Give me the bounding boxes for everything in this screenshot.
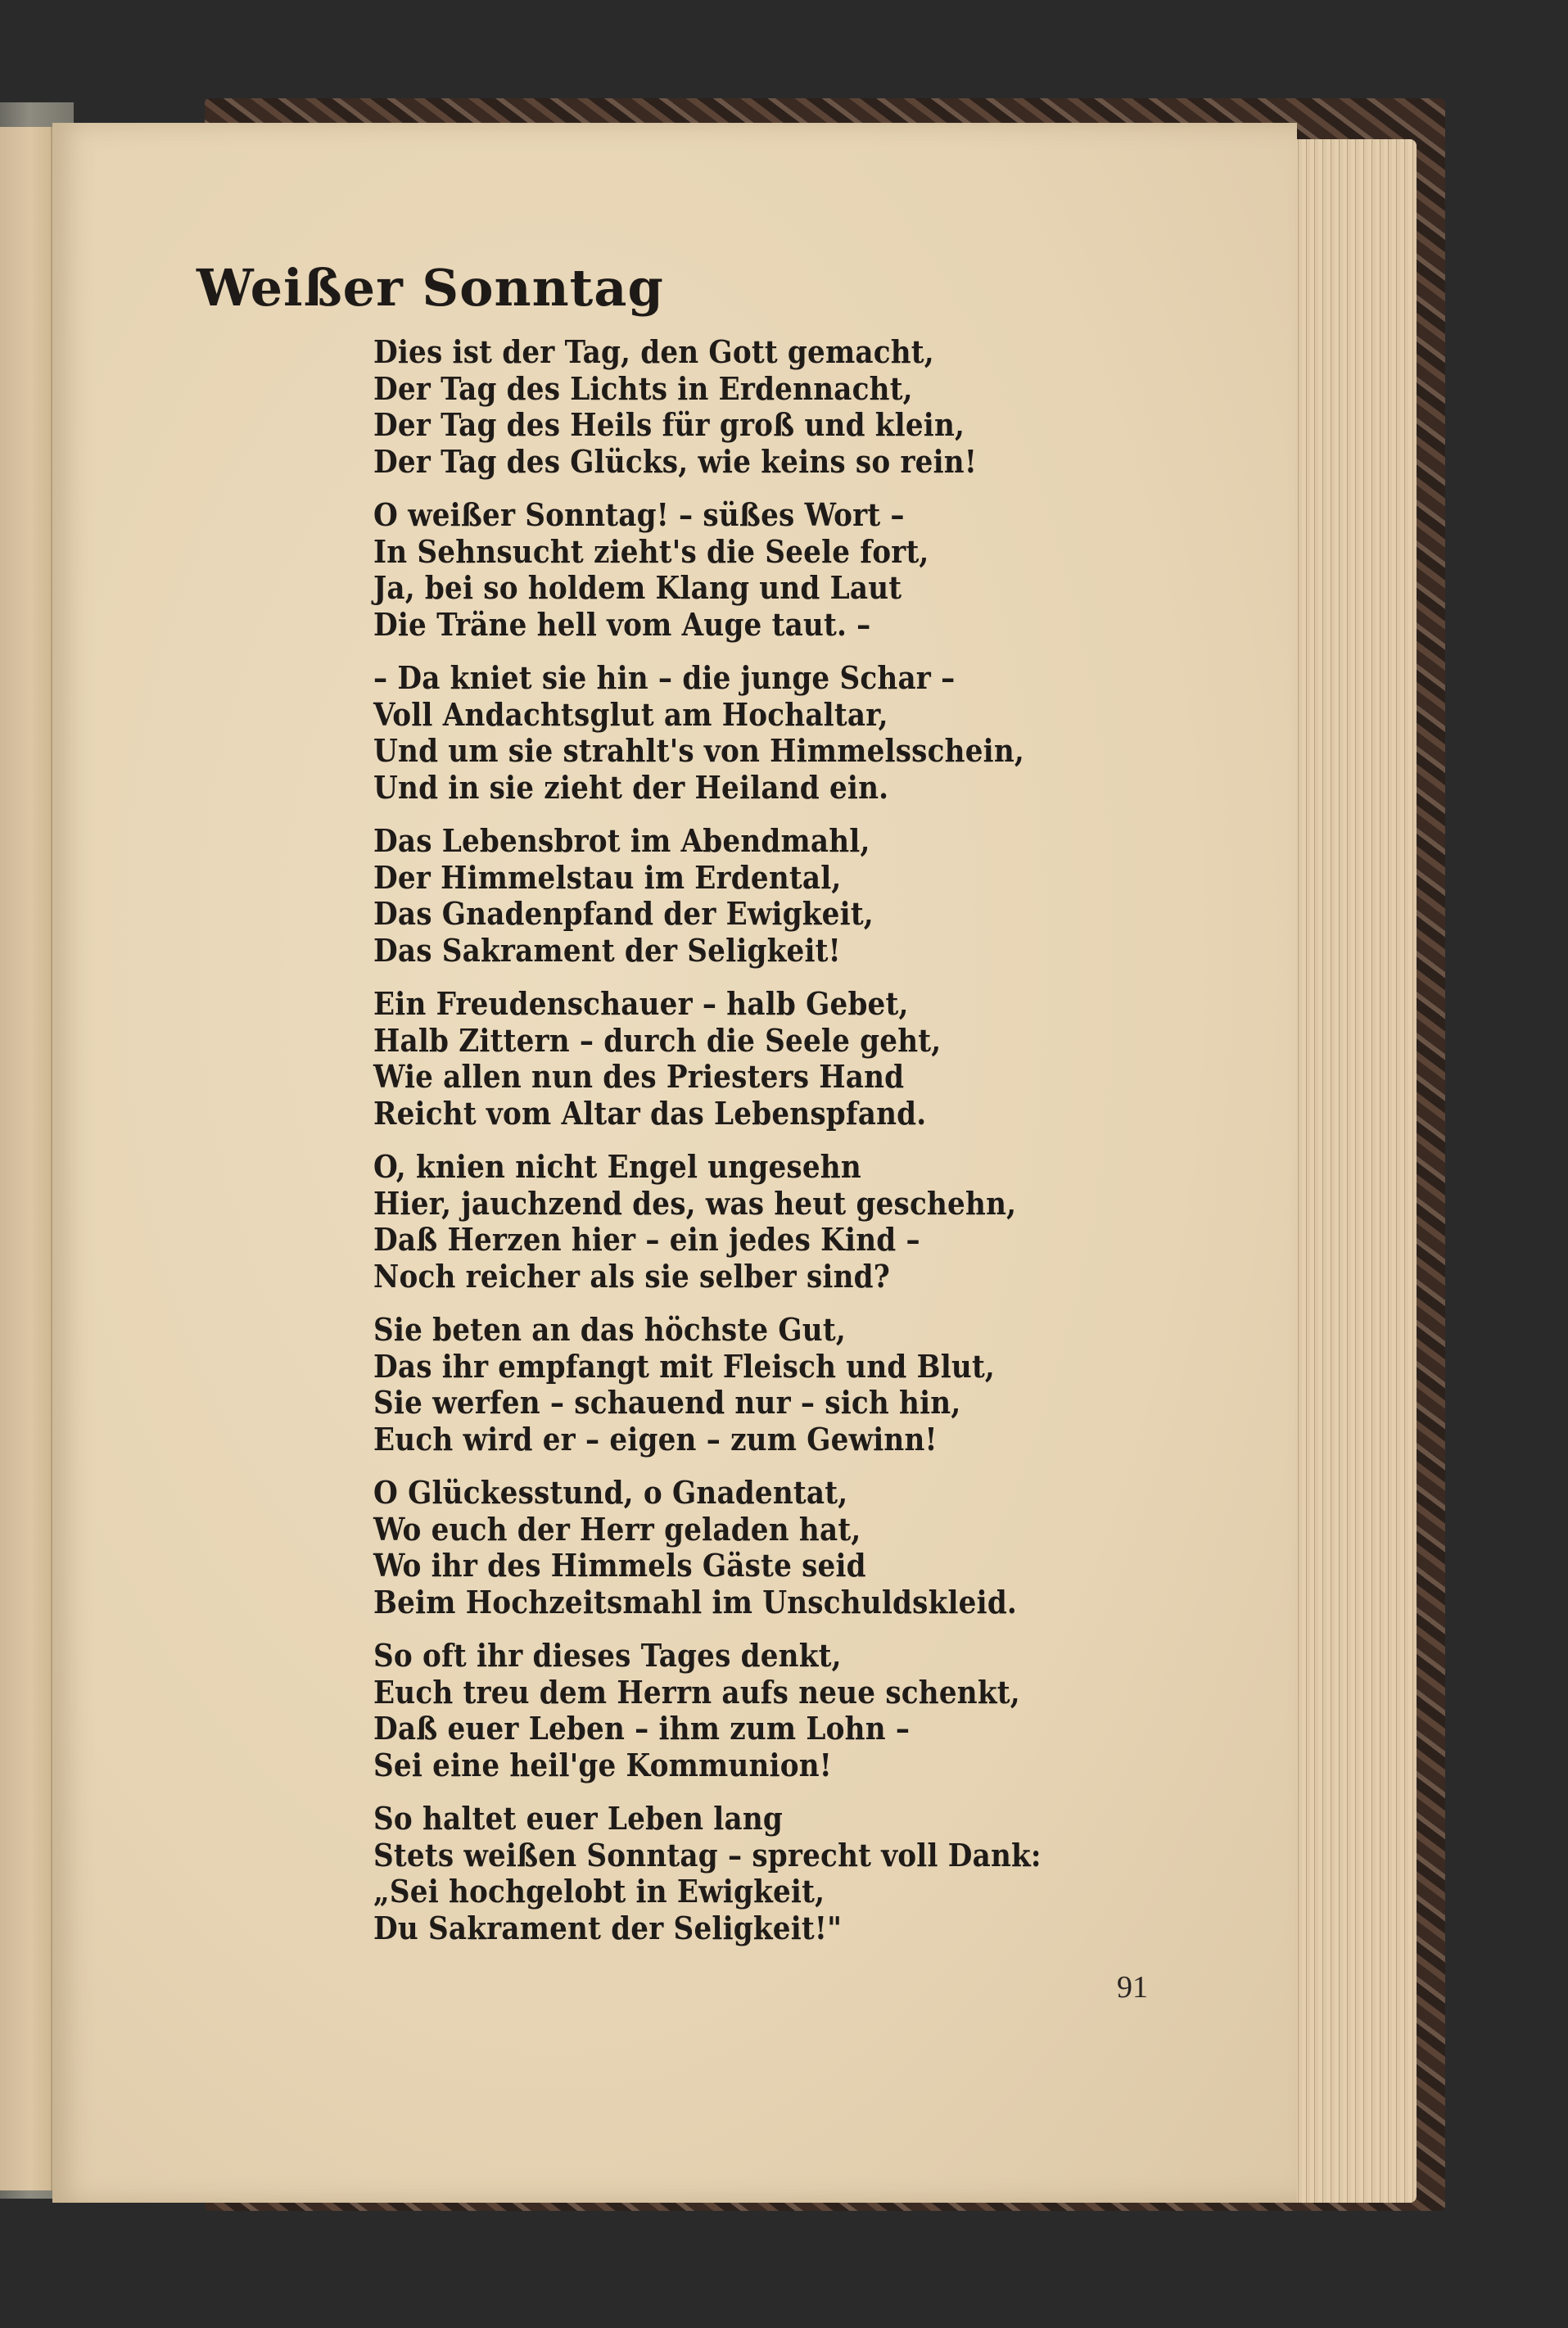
- stanza-2: [373, 497, 1110, 643]
- poem-line: Und in sie zieht der Heiland ein.: [373, 768, 889, 806]
- poem-line: „Sei hochgelobt in Ewigkeit,: [373, 1873, 825, 1910]
- stanza-3: [373, 660, 1110, 806]
- stanza-10: [373, 1801, 1110, 1946]
- poem-line: Das Sakrament der Seligkeit!: [373, 931, 841, 969]
- poem-line: Wo ihr des Himmels Gäste seid: [373, 1547, 866, 1584]
- left-page-edge: [0, 127, 52, 2190]
- poem-line: Reicht vom Altar das Lebenspfand.: [373, 1094, 927, 1132]
- poem-line: In Sehnsucht zieht's die Seele fort,: [373, 532, 929, 570]
- poem-line: Das Lebensbrot im Abendmahl,: [373, 822, 870, 859]
- stanza-5: [373, 986, 1110, 1132]
- poem-line: Hier, jauchzend des, was heut geschehn,: [373, 1184, 1017, 1222]
- poem-line: O weißer Sonntag! – süßes Wort –: [373, 496, 905, 533]
- poem-body: [373, 334, 1110, 1964]
- book-page: [52, 123, 1297, 2203]
- poem-line: Euch treu dem Herrn aufs neue schenkt,: [373, 1673, 1020, 1711]
- poem-line: Der Tag des Heils für groß und klein,: [373, 406, 965, 443]
- poem-line: Sei eine heil'ge Kommunion!: [373, 1746, 832, 1783]
- page-stack-edges: [1277, 139, 1417, 2203]
- stanza-4: [373, 823, 1110, 969]
- poem-line: Daß euer Leben – ihm zum Lohn –: [373, 1710, 911, 1747]
- poem-line: O, knien nicht Engel ungesehn: [373, 1148, 861, 1185]
- poem-line: Beim Hochzeitsmahl im Unschuldskleid.: [373, 1583, 1018, 1621]
- poem-line: Ja, bei so holdem Klang und Laut: [373, 569, 902, 606]
- poem-line: Der Himmelstau im Erdental,: [373, 858, 842, 896]
- poem-line: So haltet euer Leben lang: [373, 1800, 783, 1837]
- poem-line: Der Tag des Glücks, wie keins so rein!: [373, 442, 978, 480]
- poem-line: Und um sie strahlt's von Himmelsschein,: [373, 732, 1025, 769]
- poem-line: Voll Andachtsglut am Hochaltar,: [373, 695, 888, 733]
- poem-line: Wie allen nun des Priesters Hand: [373, 1058, 905, 1095]
- poem-line: So oft ihr dieses Tages denkt,: [373, 1637, 842, 1674]
- stanza-6: [373, 1149, 1110, 1295]
- poem-line: Stets weißen Sonntag – sprecht voll Dank:: [373, 1836, 1042, 1874]
- poem-line: Du Sakrament der Seligkeit!": [373, 1909, 843, 1946]
- stanza-8: [373, 1475, 1110, 1621]
- poem-line: Das ihr empfangt mit Fleisch und Blut,: [373, 1347, 996, 1385]
- poem-line: O Glückesstund, o Gnadentat,: [373, 1474, 848, 1511]
- poem-title: Weißer Sonntag: [197, 258, 664, 318]
- poem-line: Das Gnadenpfand der Ewigkeit,: [373, 895, 874, 932]
- poem-line: Ein Freudenschauer – halb Gebet,: [373, 985, 909, 1022]
- poem-line: Noch reicher als sie selber sind?: [373, 1257, 891, 1295]
- poem-line: Wo euch der Herr geladen hat,: [373, 1510, 861, 1548]
- poem-line: Die Träne hell vom Auge taut. –: [373, 605, 871, 643]
- poem-line: Sie beten an das höchste Gut,: [373, 1311, 846, 1348]
- page-number: 91: [1117, 1970, 1148, 2005]
- poem-line: – Da kniet sie hin – die junge Schar –: [373, 659, 956, 696]
- poem-line: Sie werfen – schauend nur – sich hin,: [373, 1384, 961, 1421]
- stanza-7: [373, 1312, 1110, 1458]
- poem-line: Euch wird er – eigen – zum Gewinn!: [373, 1420, 938, 1458]
- poem-line: Halb Zittern – durch die Seele geht,: [373, 1021, 942, 1059]
- poem-line: Daß Herzen hier – ein jedes Kind –: [373, 1221, 920, 1258]
- stanza-1: [373, 334, 1110, 480]
- stanza-9: [373, 1638, 1110, 1783]
- poem-line: Dies ist der Tag, den Gott gemacht,: [373, 333, 934, 370]
- poem-line: Der Tag des Lichts in Erdennacht,: [373, 369, 913, 407]
